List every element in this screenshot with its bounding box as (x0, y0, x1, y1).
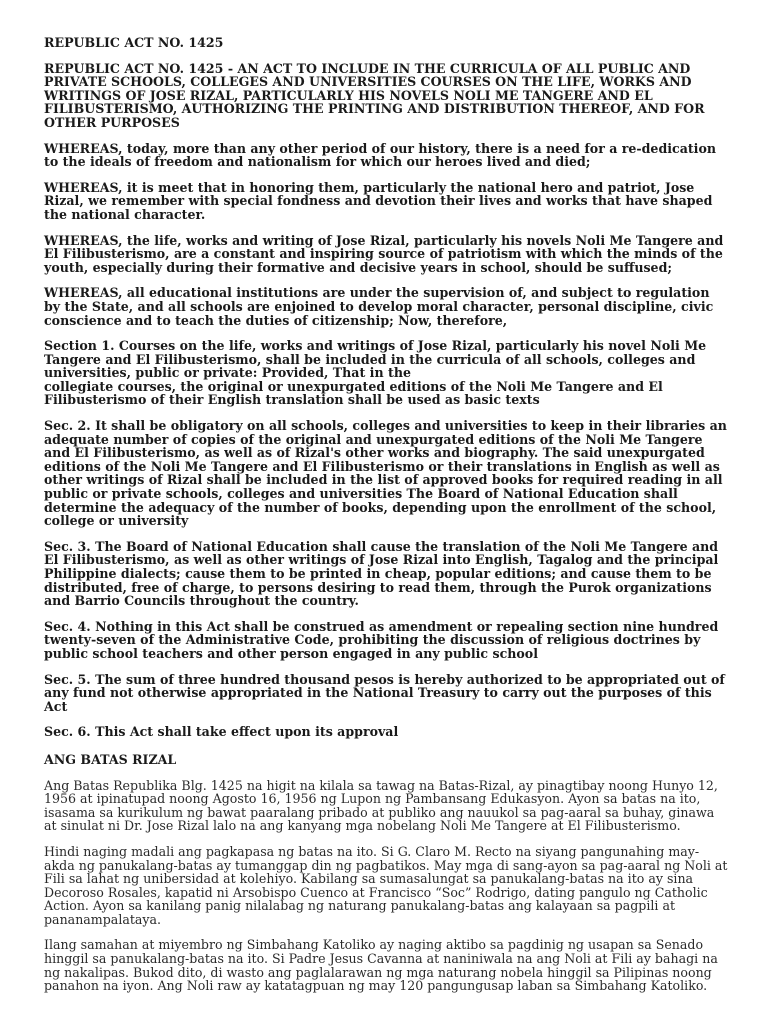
section-6: Sec. 6. This Act shall take effect upon its approval (44, 724, 399, 740)
section-5: Sec. 5. The sum of three hundred thousand pesos is hereby authorized to be appropriated out of any fund not otherwise appropriated in the National Treasury to carry out the purposes of this Act (44, 671, 725, 714)
whereas-clause-1: WHEREAS, today, more than any other period of our history, there is a need for a re-dedication to the ideals of freedom and nationalism for which our heroes lived and died; (44, 140, 717, 170)
tagalog-paragraph-2: Hindi naging madali ang pagkapasa ng batas na ito. Si G. Claro M. Recto na siyang pangunahing may-akda ng panukalang-batas ay tumanggap din ng pagbatikos. May mga di sang-ayon sa pag-aaral ng Noli at Fili sa lahat ng unibersidad at kolehiyo. Kabilang sa sumasalungat sa panukalang-batas na ito ay sina Decoroso Rosales, kapatid ni Arsobispo Cuenco at Francisco “Soc” Rodrigo, dating pangulo ng Catholic Action. Ayon sa kanilang panig nilalabag ng naturang panukalang-batas ang kalayaan sa pagpili at pananampalataya. (44, 843, 728, 927)
section-1 (44, 339, 728, 407)
ang-batas-rizal-heading: ANG BATAS RIZAL (44, 751, 177, 767)
whereas-clause-2: WHEREAS, it is meet that in honoring them, particularly the national hero and patriot, Jose Rizal, we remember with special fondness and devotion their lives and works that have shaped the national character. (44, 179, 713, 222)
act-full-title: REPUBLIC ACT NO. 1425 - AN ACT TO INCLUDE IN THE CURRICULA OF ALL PUBLIC AND PRIVATE SCHOOLS, COLLEGES AND UNIVERSITIES COURSES ON THE LIFE, WORKS AND WRITINGS OF JOSE RIZAL, PARTICULARLY HIS NOVELS NOLI ME TANGERE AND EL FILIBUSTERISMO, AUTHORIZING THE PRINTING AND DISTRIBUTION THEREOF, AND FOR OTHER PURPOSES (44, 60, 705, 130)
whereas-clause-3: WHEREAS, the life, works and writing of Jose Rizal, particularly his novels Noli Me Tangere and El Filibusterismo, are a constant and inspiring source of patriotism with which the minds of the youth, especially during their formative and decisive years in school, should be suffused; (44, 232, 724, 275)
tagalog-paragraph-3: Ilang samahan at miyembro ng Simbahang Katoliko ay naging aktibo sa pagdinig ng usapan sa Senado hinggil sa panukalang-batas na ito. Si Padre Jesus Cavanna at naniniwala na ang Noli at Fili ay bahagi na ng nakalipas. Bukod dito, di wasto ang paglalarawan ng mga naturang nobela hinggil sa Pilipinas noong panahon na iyon. Ang Noli raw ay katatagpuan ng may 120 pangungusap laban sa Simbahang Katoliko. (44, 937, 718, 994)
whereas-clause-4: WHEREAS, all educational institutions are under the supervision of, and subject to regulation by the State, and all schools are enjoined to develop moral character, personal discipline, civic conscience and to teach the duties of citizenship; Now, therefore, (44, 285, 714, 328)
section-1-text-b: collegiate courses, the original or unexpurgated editions of the Noli Me Tangere and El Filibusterismo of their English translation shall be used as basic texts (44, 378, 663, 408)
tagalog-section (44, 779, 728, 993)
section-1-text-a: Section 1. Courses on the life, works and writings of Jose Rizal, particularly his novel Noli Me Tangere and El Filibusterismo, shall be included in the curricula of all schools, colleges and universities, public or private: Provided, That in the (44, 338, 707, 381)
section-2: Sec. 2. It shall be obligatory on all schools, colleges and universities to keep in their libraries an adequate number of copies of the original and unexpurgated editions of the Noli Me Tangere and El Filibusterismo, as well as of Rizal's other works and biography. The said unexpurgated editions of the Noli Me Tangere and El Filibusterismo or their translations in English as well as other writings of Rizal shall be included in the list of approved books for required reading in all public or private schools, colleges and universities The Board of National Education shall determine the adequacy of the number of books, depending upon the enrollment of the school, college or university (44, 418, 727, 529)
section-4: Sec. 4. Nothing in this Act shall be construed as amendment or repealing section nine hundred twenty-seven of the Administrative Code, prohibiting the discussion of religious doctrines by public school teachers and other person engaged in any public school (44, 618, 719, 661)
section-3: Sec. 3. The Board of National Education shall cause the translation of the Noli Me Tangere and El Filibusterismo, as well as other writings of Jose Rizal into English, Tagalog and the principal Philippine dialects; cause them to be printed in cheap, popular editions; and cause them to be distributed, free of charge, to persons desiring to read them, through the Purok organizations and Barrio Councils throughout the country. (44, 538, 719, 609)
document-title: REPUBLIC ACT NO. 1425 (44, 35, 224, 50)
tagalog-paragraph-1: Ang Batas Republika Blg. 1425 na higit na kilala sa tawag na Batas-Rizal, ay pinagtibay noong Hunyo 12, 1956 at ipinatupad noong Agosto 16, 1956 ng Lupon ng Pambansang Edukasyon. Ayon sa batas na ito, isasama sa kurikulum ng bawat paaralang pribado at publiko ang nauukol sa pag-aaral sa buhay, ginawa at sinulat ni Dr. Jose Rizal lalo na ang kanyang mga nobelang Noli Me Tangere at El Filibusterismo. (44, 777, 718, 834)
